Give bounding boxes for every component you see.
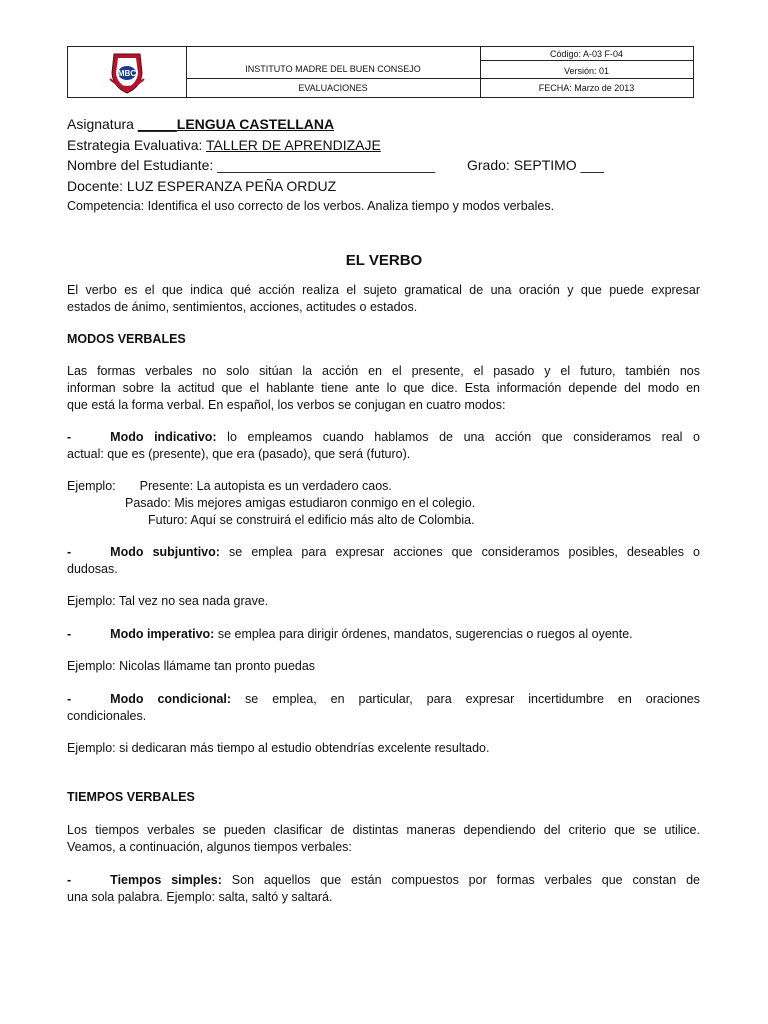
estrategia-line [67, 137, 381, 153]
estudiante-line: Nombre del Estudiante: ____________________________ [67, 157, 436, 173]
modo-subjuntivo-label: Modo subjuntivo: [110, 545, 220, 559]
modos-intro-line: Las formas verbales no solo sitúan la acción en el presente, el pasado y el futuro, también nos [67, 364, 700, 378]
tiempos-simples [67, 872, 700, 906]
modo-imperativo-label: Modo imperativo: [110, 627, 215, 641]
modo-subjuntivo-text: dudosas. [67, 562, 118, 576]
bullet-dash: - [67, 627, 72, 641]
header-right [480, 47, 693, 97]
modo-indicativo-label: Modo indicativo: [110, 430, 217, 444]
modo-imperativo-text: se emplea para dirigir órdenes, mandatos, sugerencias o ruegos al oyente. [214, 627, 633, 641]
tiempos-heading: TIEMPOS VERBALES [67, 790, 195, 804]
tiempos-simples-text: una sola palabra. Ejemplo: salta, saltó y saltará. [67, 890, 333, 904]
bullet-dash: - [67, 430, 72, 444]
modo-condicional-text: se emplea, en particular, para expresar incertidumbre en oraciones [231, 692, 700, 706]
ejemplo-imperativo: Ejemplo: Nicolas llámame tan pronto puedas [67, 659, 316, 673]
modo-indicativo-text: lo empleamos cuando hablamos de una acción que consideramos real o [216, 430, 700, 444]
document-header [67, 46, 694, 98]
estrategia-label: Estrategia Evaluativa: [67, 137, 207, 153]
ejemplo-indicativo [67, 478, 700, 529]
modo-condicional-label: Modo condicional: [110, 692, 232, 706]
ejemplo-condicional: Ejemplo: si dedicaran más tiempo al estudio obtendrías excelente resultado. [67, 741, 490, 755]
asignatura-label: Asignatura [67, 116, 138, 132]
estrategia-value: TALLER DE APRENDIZAJE [206, 137, 381, 153]
asignatura-value: LENGUA CASTELLANA [176, 116, 335, 132]
modo-indicativo-text: actual: que es (presente), que era (pasado), que será (futuro). [67, 447, 411, 461]
modo-subjuntivo [67, 544, 700, 578]
tiempos-intro-paragraph [67, 822, 700, 856]
modos-intro-line: informan sobre la actitud que el hablante tiene ante lo que dice. Esta información depende del modo en [67, 381, 700, 395]
divider [480, 78, 693, 79]
tiempos-simples-label: Tiempos simples: [110, 873, 222, 887]
modo-condicional [67, 691, 700, 725]
divider [186, 78, 480, 79]
intro-line: estados de ánimo, sentimientos, acciones, actitudes o estados. [67, 300, 418, 314]
ejemplo-futuro: Futuro: Aquí se construirá el edificio más alto de Colombia. [148, 513, 475, 527]
tiempos-intro-line: Los tiempos verbales se pueden clasificar de distintas maneras dependiendo del criterio que se utilice. [67, 823, 700, 837]
document-date: FECHA: Marzo de 2013 [538, 83, 635, 93]
modos-intro-paragraph [67, 363, 700, 414]
header-middle [186, 47, 481, 97]
modo-subjuntivo-text: se emplea para expresar acciones que consideramos posibles, deseables o [219, 545, 700, 559]
asignatura-line [67, 116, 334, 132]
bullet-dash: - [67, 545, 72, 559]
docente-line: Docente: LUZ ESPERANZA PEÑA ORDUZ [67, 178, 337, 194]
bullet-dash: - [67, 692, 72, 706]
ejemplo-pasado: Pasado: Mis mejores amigas estudiaron conmigo en el colegio. [125, 496, 476, 510]
competencia-line: Competencia: Identifica el uso correcto de los verbos. Analiza tiempo y modos verbales. [67, 199, 555, 213]
modos-intro-line: que está la forma verbal. En español, los verbos se conjugan en cuatro modos: [67, 398, 506, 412]
school-logo-icon [68, 47, 186, 97]
tiempos-simples-text: Son aquellos que están compuestos por formas verbales que constan de [221, 873, 700, 887]
grado-line: Grado: SEPTIMO ___ [467, 157, 604, 173]
modo-condicional-text: condicionales. [67, 709, 147, 723]
ejemplo-label: Ejemplo: [67, 479, 116, 493]
modos-heading: MODOS VERBALES [67, 332, 186, 346]
asignatura-blank: _____ [137, 116, 177, 132]
document-version: Versión: 01 [563, 66, 610, 76]
modo-imperativo [67, 626, 700, 643]
modo-indicativo [67, 429, 700, 463]
intro-paragraph [67, 282, 700, 316]
institution-name: INSTITUTO MADRE DEL BUEN CONSEJO [245, 64, 421, 74]
divider [480, 60, 693, 61]
ejemplo-subjuntivo: Ejemplo: Tal vez no sea nada grave. [67, 594, 269, 608]
logo-text: MBC [117, 69, 137, 78]
document-code: Código: A-03 F-04 [549, 49, 624, 59]
ejemplo-presente: Presente: La autopista es un verdadero caos. [139, 479, 392, 493]
bullet-dash: - [67, 873, 72, 887]
page-title: EL VERBO [345, 252, 423, 269]
section-name: EVALUACIONES [298, 83, 368, 93]
tiempos-intro-line: Veamos, a continuación, algunos tiempos verbales: [67, 840, 352, 854]
intro-line: El verbo es el que indica qué acción realiza el sujeto gramatical de una oración y que puede expresar [67, 283, 700, 297]
logo-cell [68, 47, 187, 97]
